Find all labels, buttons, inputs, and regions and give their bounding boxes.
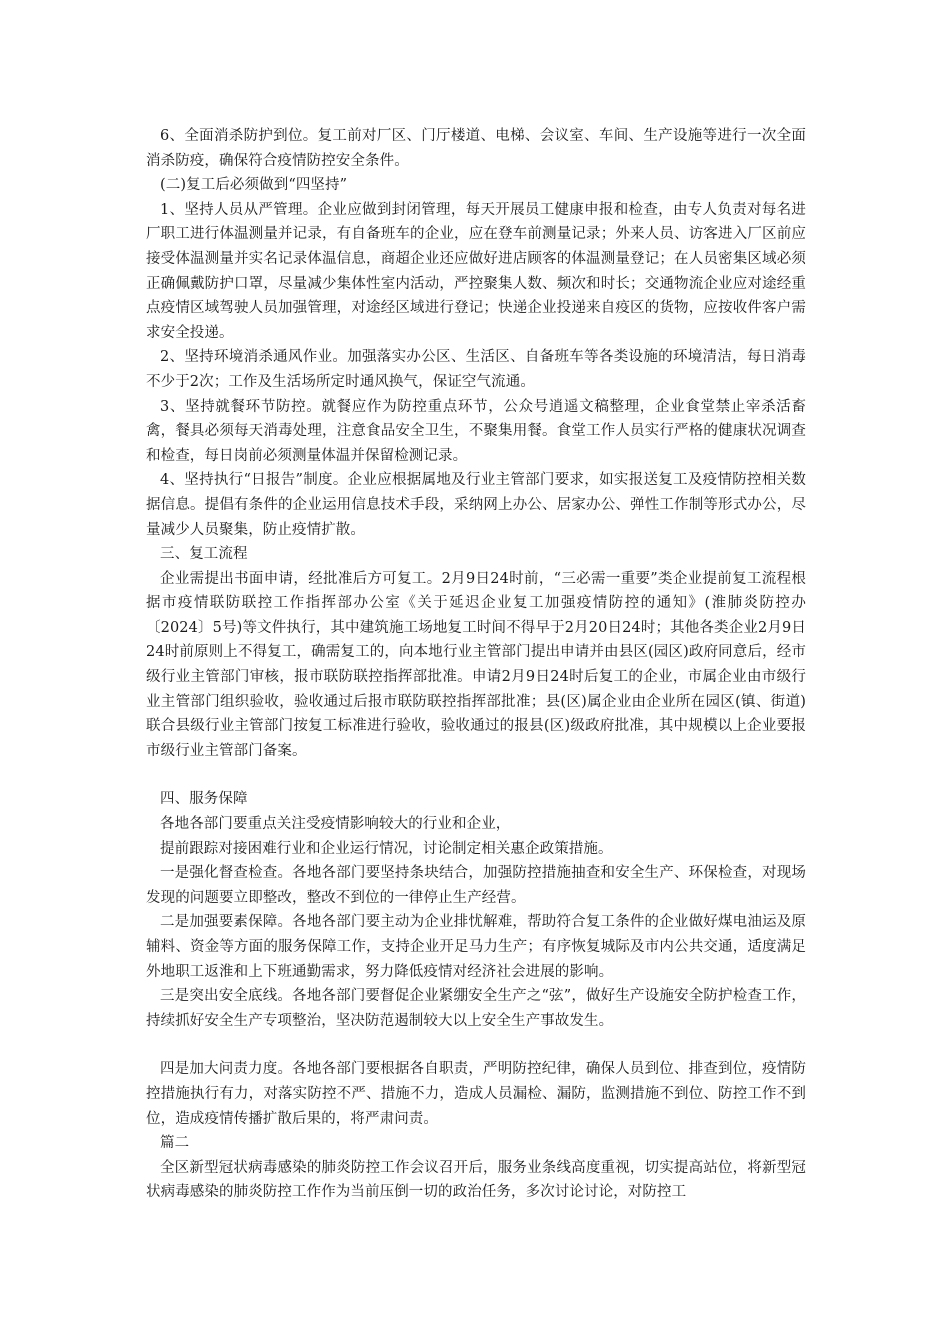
paragraph-daily-report: 4、坚持执行“日报告”制度。企业应根据属地及行业主管部门要求，如实报送复工及疫情防控相关数据信息。提倡有条件的企业运用信息技术手段，采纳网上办公、居家办公、弹性工作制等形式办公，尽量减少人员聚集，防止疫情扩散。 — [146, 472, 806, 538]
paragraph-factor-guarantee: 二是加强要素保障。各地各部门要主动为企业排忧解难，帮助符合复工条件的企业做好煤电油运及原辅料、资金等方面的服务保障工作，支持企业开足马力生产；有序恢复城际及市内公共交通，适度满足外地职工返淮和上下班通勤需求，努力降低疫情对经济社会进展的影响。 — [146, 914, 806, 980]
paragraph-dining-control: 3、坚持就餐环节防控。就餐应作为防控重点环节，公众号逍遥文稿整理，企业食堂禁止宰杀活畜禽，餐具必须每天消毒处理，注意食品安全卫生，不聚集用餐。食堂工作人员实行严格的健康状况调查和检查，每日岗前必须测量体温并保留检测记录。 — [146, 398, 806, 464]
paragraph-environment-disinfection: 2、坚持环境消杀通风作业。加强落实办公区、生活区、自备班车等各类设施的环境清洁，每日消毒不少于2次；工作及生活场所定时通风换气，保证空气流通。 — [146, 349, 806, 390]
document-page — [146, 124, 806, 1205]
paragraph-disinfection: 6、全面消杀防护到位。复工前对厂区、门厅楼道、电梯、会议室、车间、生产设施等进行一次全面消杀防疫，确保符合疫情防控安全条件。 — [146, 128, 806, 169]
section-heading-four-persist: (二)复工后必须做到“四坚持” — [160, 177, 348, 194]
blank-line — [146, 1033, 806, 1057]
paragraph-focus-industries: 各地各部门要重点关注受疫情影响较大的行业和企业， — [160, 816, 511, 833]
paragraph-track-industries: 提前跟踪对接困难行业和企业运行情况，讨论制定相关惠企政策措施。 — [160, 840, 613, 857]
section-heading-part-two: 篇二 — [160, 1135, 190, 1152]
paragraph-accountability: 四是加大问责力度。各地各部门要根据各自职责，严明防控纪律，确保人员到位、排查到位，疫情防控措施执行有力，对落实防控不严、措施不力，造成人员漏检、漏防，监测措施不到位、防控工作不到位，造成疫情传播扩散后果的，将严肃问责。 — [146, 1061, 806, 1127]
paragraph-district-meeting: 全区新型冠状病毒感染的肺炎防控工作会议召开后，服务业条线高度重视，切实提高站位，将新型冠状病毒感染的肺炎防控工作作为当前压倒一切的政治任务，多次讨论讨论，对防控工 — [146, 1159, 806, 1201]
paragraph-safety-baseline: 三是突出安全底线。各地各部门要督促企业紧绷安全生产之“弦”，做好生产设施安全防护检查工作，持续抓好安全生产专项整治，坚决防范遏制较大以上安全生产事故发生。 — [146, 988, 806, 1029]
paragraph-resumption-process: 企业需提出书面申请，经批准后方可复工。2月9日24时前，“三必需一重要”类企业提前复工流程根据市疫情联防联控工作指挥部办公室《关于延迟企业复工加强疫情防控的通知》(淮肺炎防控办〔2024〕5号)等文件执行，其中建筑施工场地复工时间不得早于2月20日24时；其他各类企业2月9日24时前原则上不得复工，确需复工的，向本地行业主管部门提出申请并由县区(园区)政府同意后，经市级行业主管部门审核，报市联防联控指挥部批准。申请2月9日24时后复工的企业，市属企业由市级行业主管部门组织验收，验收通过后报市联防联控指挥部批准；县(区)属企业由企业所在园区(镇、街道)联合县级行业主管部门按复工标准进行验收，验收通过的报县(区)级政府批准，其中规模以上企业要报市级行业主管部门备案。 — [146, 570, 806, 759]
paragraph-supervision: 一是强化督查检查。各地各部门要坚持条块结合，加强防控措施抽查和安全生产、环保检查，对现场发现的问题要立即整改，整改不到位的一律停止生产经营。 — [146, 865, 806, 906]
blank-line — [146, 763, 806, 787]
paragraph-personnel-management: 1、坚持人员从严管理。企业应做到封闭管理，每天开展员工健康申报和检查，由专人负责对每名进厂职工进行体温测量并记录，有自备班车的企业，应在登车前测量记录；外来人员、访客进入厂区前应接受体温测量并实名记录体温信息，商超企业还应做好进店顾客的体温测量登记；在人员密集区域必须正确佩戴防护口罩，尽量减少集体性室内活动，严控聚集人数、频次和时长；交通物流企业应对途经重点疫情区域驾驶人员加强管理，对途经区域进行登记；快递企业投递来自疫区的货物，应按收件客户需求安全投递。 — [146, 201, 806, 341]
section-heading-service-guarantee: 四、服务保障 — [160, 791, 248, 808]
section-heading-resumption-process: 三、复工流程 — [160, 546, 248, 563]
